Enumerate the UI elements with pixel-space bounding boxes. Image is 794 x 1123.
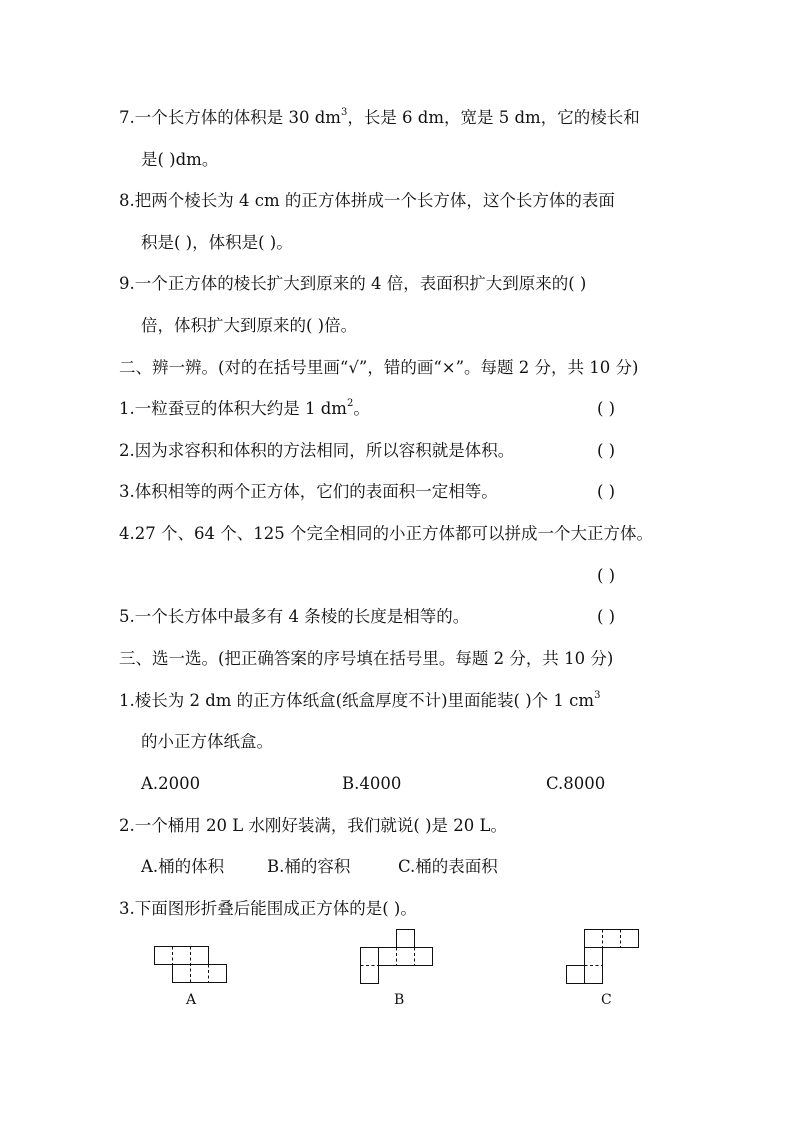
cube-net-a[interactable] <box>154 946 228 986</box>
answer-paren-s2-5[interactable]: ( ) <box>597 607 616 626</box>
cube-net-b[interactable] <box>360 929 435 986</box>
cube-net-b-label: B <box>394 992 405 1008</box>
s3-q1-option-c[interactable]: C.8000 <box>546 774 606 793</box>
q7-line2: 是( )dm。 <box>141 150 219 169</box>
q7-line1 <box>119 107 640 129</box>
s3-q1-line1 <box>119 690 600 712</box>
section2-item-2: 2.因为求容积和体积的方法相同，所以容积就是体积。 <box>119 441 515 460</box>
q7-text-b: ，长是 6 dm，宽是 5 dm，它的棱长和 <box>347 108 640 127</box>
answer-paren-s2-3[interactable]: ( ) <box>597 482 616 501</box>
section2-item-1 <box>119 398 370 420</box>
s3-q2-option-b[interactable]: B.桶的容积 <box>267 857 351 876</box>
section2-item-3: 3.体积相等的两个正方体，它们的表面积一定相等。 <box>119 482 498 501</box>
q9-line2: 倍，体积扩大到原来的( )倍。 <box>141 316 358 335</box>
s3-q2-line1: 2.一个桶用 20 L 水刚好装满，我们就说( )是 20 L。 <box>119 816 507 835</box>
section2-item-5: 5.一个长方体中最多有 4 条棱的长度是相等的。 <box>119 607 470 626</box>
s3-q1-superscript: 3 <box>594 690 601 701</box>
s3-q2-option-a[interactable]: A.桶的体积 <box>141 857 225 876</box>
q9-line1: 9.一个正方体的棱长扩大到原来的 4 倍，表面积扩大到原来的( ) <box>119 274 587 293</box>
s3-q1-option-b[interactable]: B.4000 <box>342 774 402 793</box>
s2-item1-text-end: 。 <box>353 399 370 418</box>
section2-item-4: 4.27 个、64 个、125 个完全相同的小正方体都可以拼成一个大正方体。 <box>119 524 653 543</box>
s3-q3-line1: 3.下面图形折叠后能围成正方体的是( )。 <box>119 899 417 918</box>
s2-item1-text: 1.一粒蚕豆的体积大约是 1 dm <box>119 399 347 418</box>
q7-text-a: 7.一个长方体的体积是 30 dm <box>119 108 341 127</box>
cube-net-a-label: A <box>186 992 197 1008</box>
cube-net-c[interactable] <box>566 929 641 986</box>
s3-q1-option-a[interactable]: A.2000 <box>141 774 201 793</box>
answer-paren-s2-2[interactable]: ( ) <box>597 441 616 460</box>
q8-line1: 8.把两个棱长为 4 cm 的正方体拼成一个长方体，这个长方体的表面 <box>119 191 615 210</box>
s3-q2-option-c[interactable]: C.桶的表面积 <box>398 857 498 876</box>
section2-heading: 二、辨一辨。(对的在括号里画“√”，错的画“×”。每题 2 分，共 10 分) <box>119 358 639 377</box>
cube-net-c-label: C <box>601 992 612 1008</box>
section3-heading: 三、选一选。(把正确答案的序号填在括号里。每题 2 分，共 10 分) <box>119 649 614 668</box>
answer-paren-s2-1[interactable]: ( ) <box>597 399 616 418</box>
s3-q1-line2: 的小正方体纸盒。 <box>141 732 273 751</box>
q8-line2: 积是( )，体积是( )。 <box>141 233 293 252</box>
answer-paren-s2-4[interactable]: ( ) <box>597 566 616 585</box>
s3-q1-text: 1.棱长为 2 dm 的正方体纸盒(纸盒厚度不计)里面能装( )个 1 cm <box>119 691 595 710</box>
q7-superscript: 3 <box>340 107 348 118</box>
s2-item1-superscript: 2 <box>346 398 354 409</box>
